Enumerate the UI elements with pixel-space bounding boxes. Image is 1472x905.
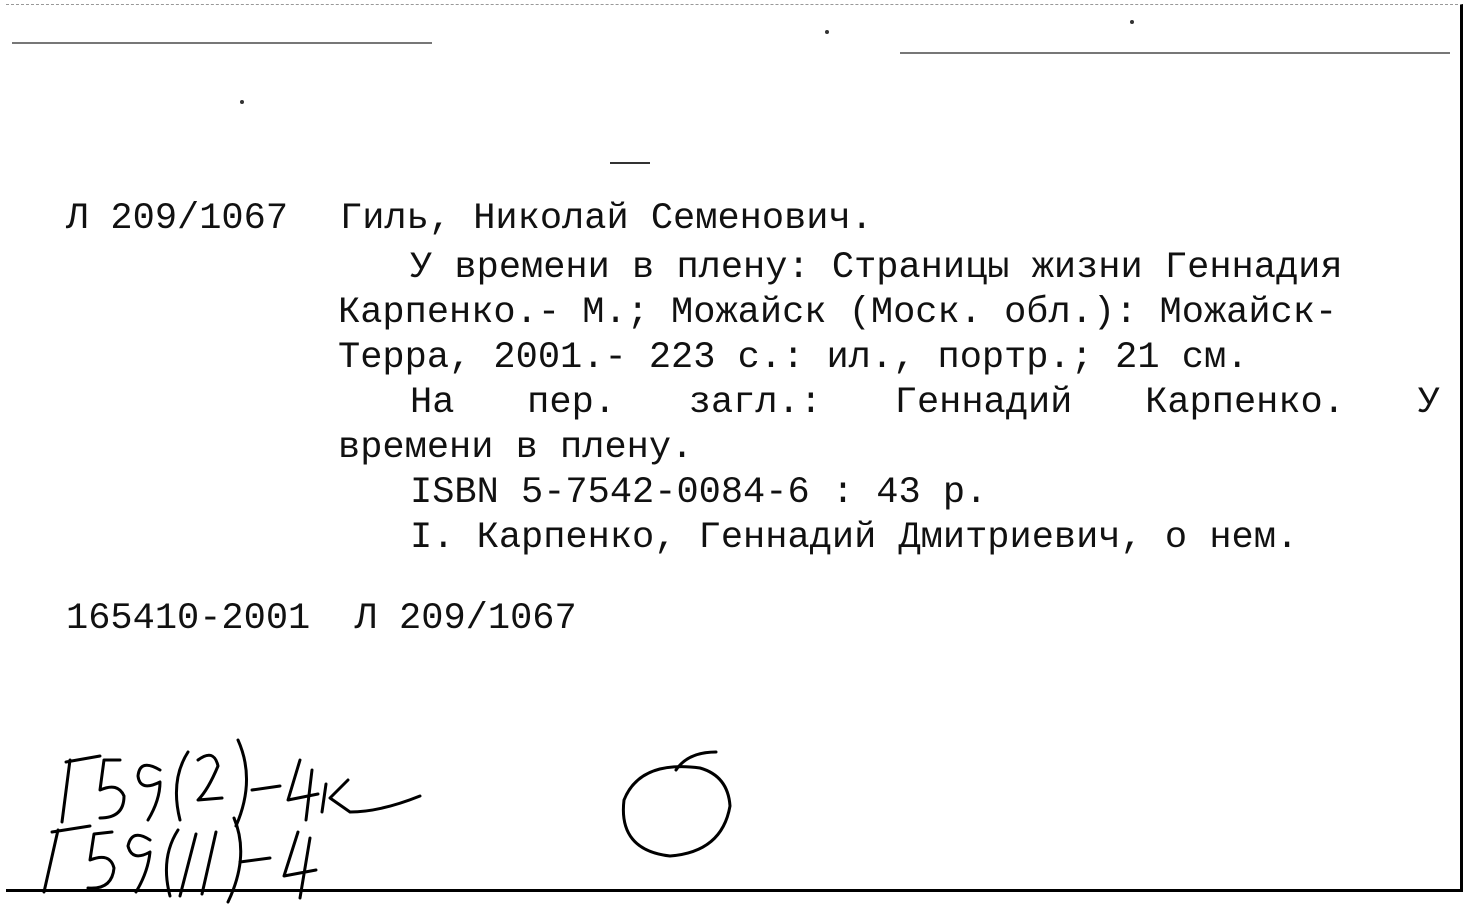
- call-number: Л 209/1067: [66, 198, 289, 240]
- note-word: Геннадий: [894, 382, 1073, 424]
- note-word: У: [1417, 382, 1440, 424]
- heading-author: Гиль, Николай Семенович.: [340, 198, 873, 240]
- note-line-2: времени в плену.: [338, 427, 694, 469]
- description-line-1: У времени в плену: Страницы жизни Геннадия: [410, 247, 1343, 289]
- isbn-line: ISBN 5-7542-0084-6 : 43 р.: [410, 472, 988, 514]
- subject-line: I. Карпенко, Геннадий Дмитриевич, о нем.: [410, 517, 1299, 559]
- description-line-2: Карпенко.- М.; Можайск (Моск. обл.): Можайск-: [338, 292, 1338, 334]
- note-word: пер.: [527, 382, 616, 424]
- note-word: загл.:: [688, 382, 822, 424]
- note-word: На: [410, 382, 455, 424]
- inventory-number: 165410-2001 Л 209/1067: [66, 598, 577, 640]
- note-word: Карпенко.: [1145, 382, 1345, 424]
- description-line-3: Терра, 2001.- 223 с.: ил., портр.; 21 см.: [338, 337, 1249, 379]
